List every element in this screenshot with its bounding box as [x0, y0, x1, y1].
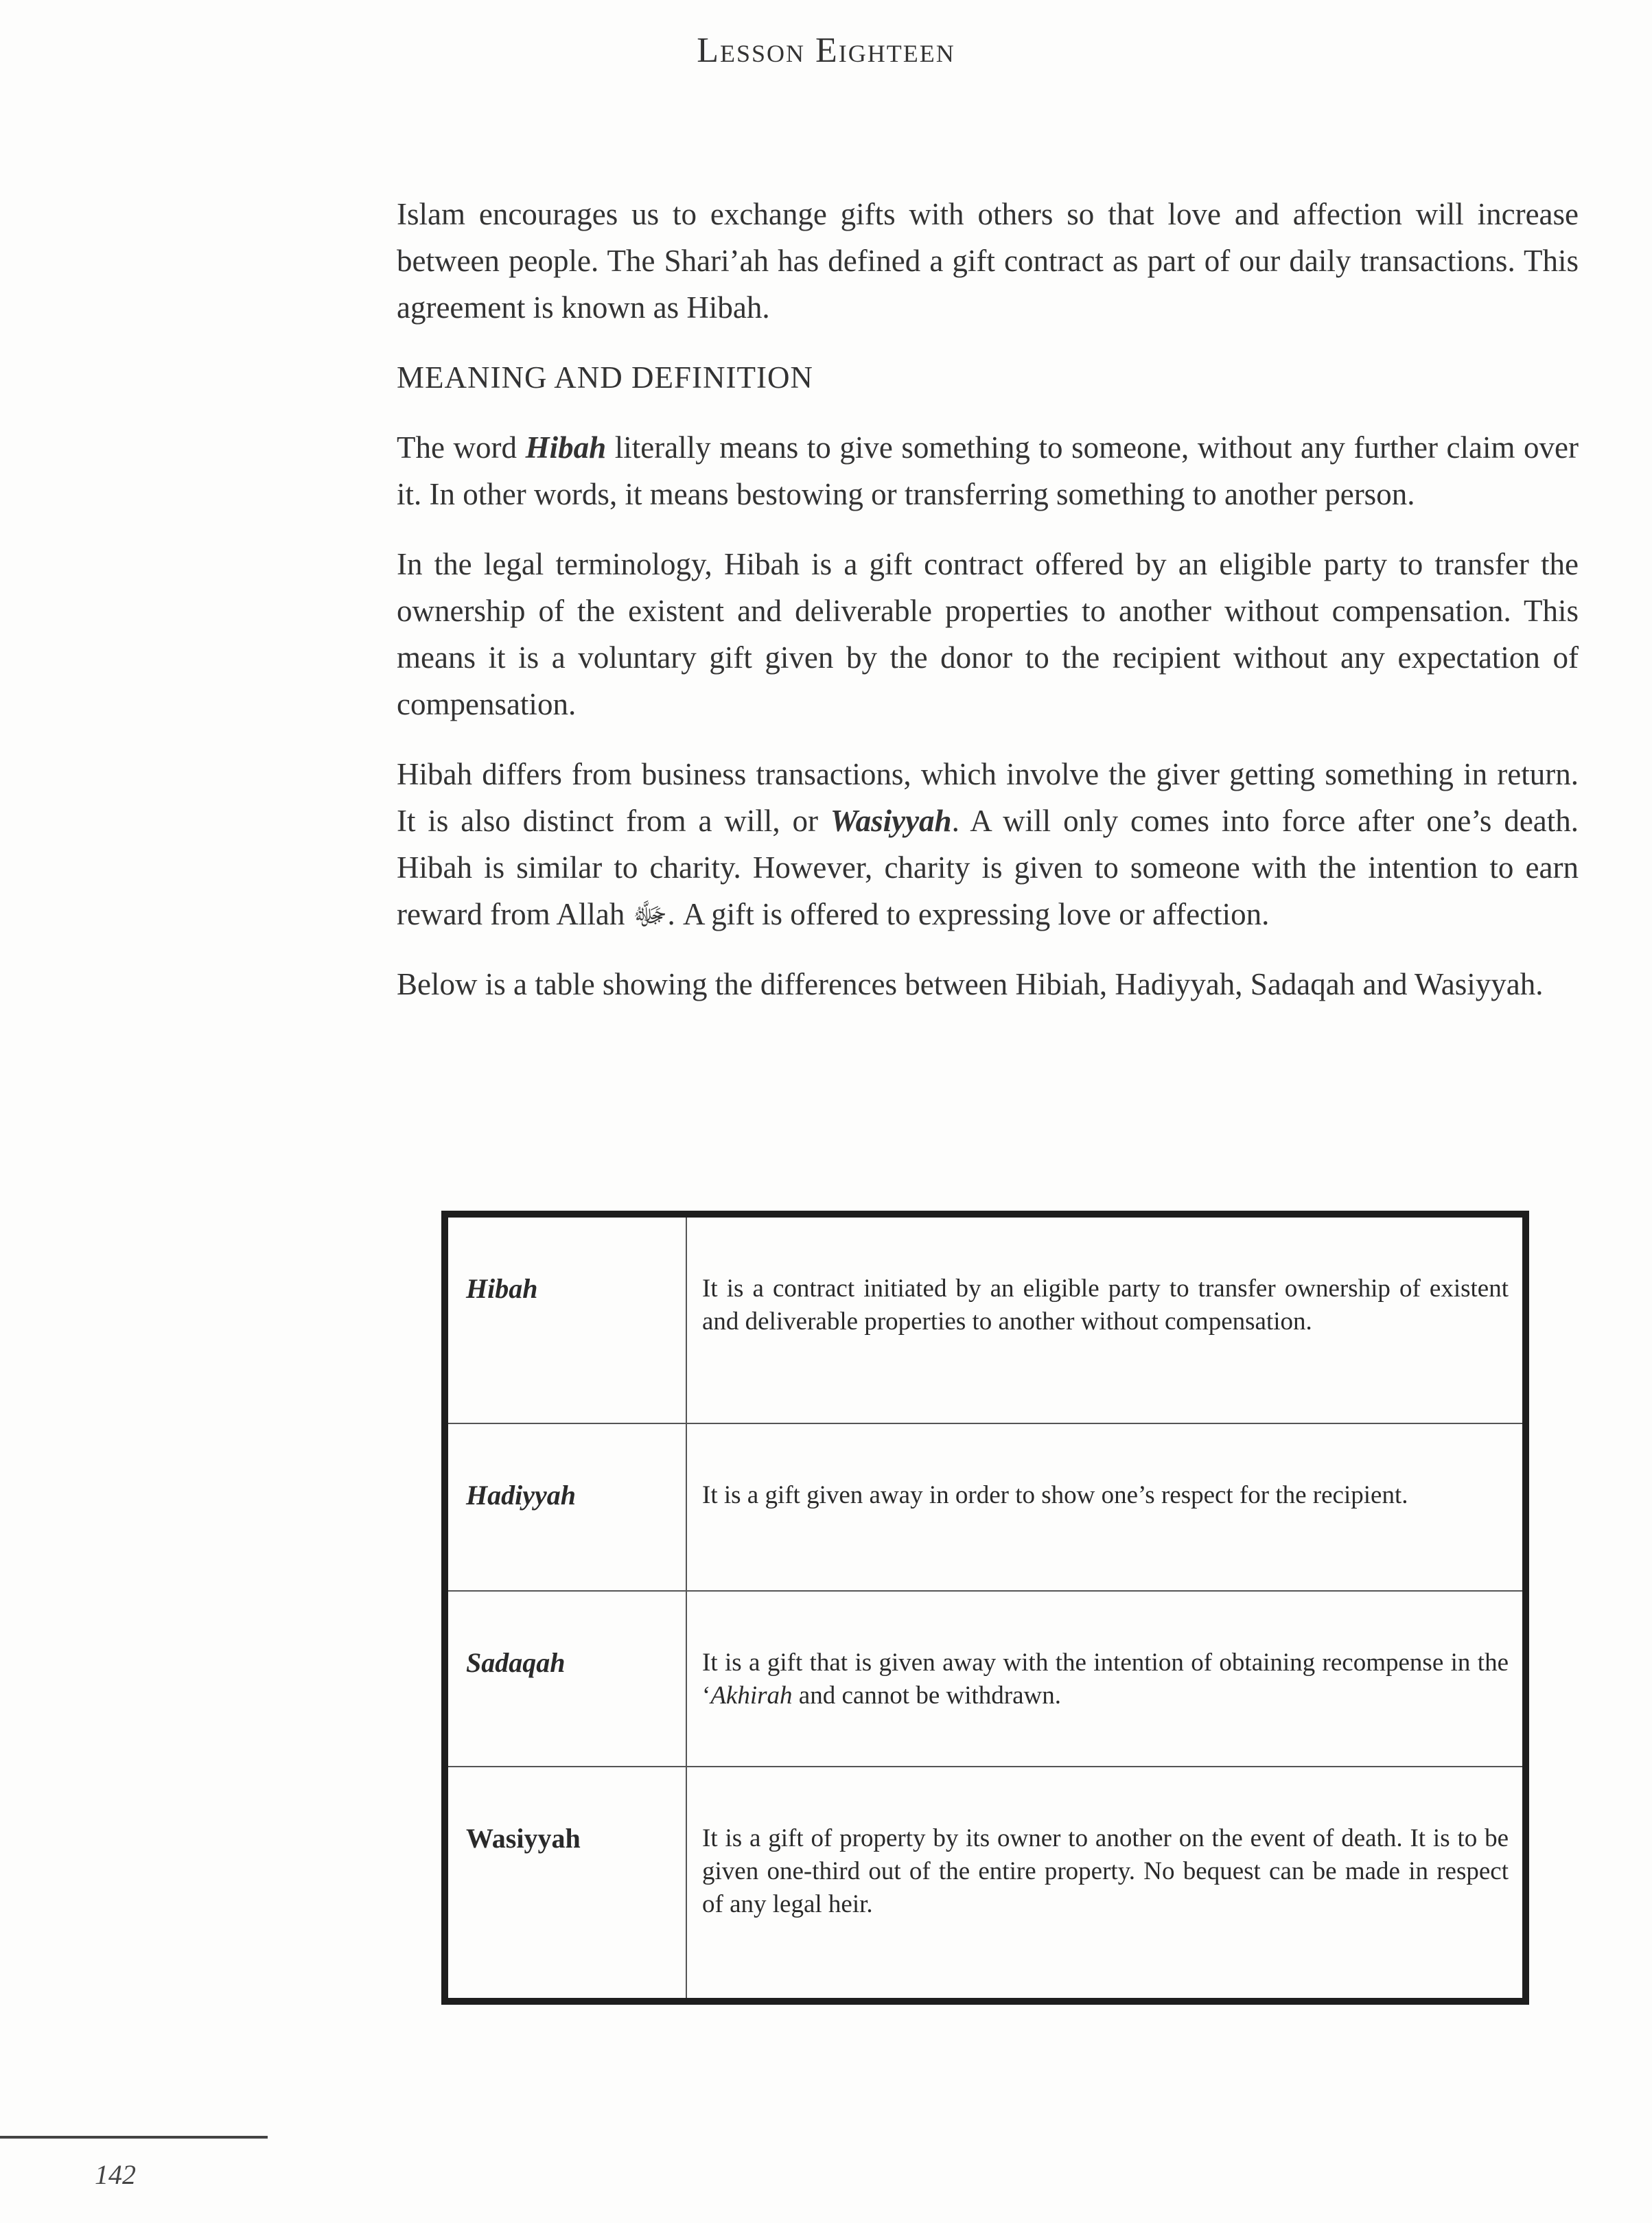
table-intro-paragraph: Below is a table showing the differences between Hibiah, Hadiyyah, Sadaqah and Wasiyyah.	[397, 967, 1544, 1001]
table-row	[448, 1423, 1522, 1591]
row-term: Sadaqah	[448, 1591, 686, 1767]
text-run: and cannot be withdrawn.	[792, 1681, 1061, 1710]
text-run: It is a gift that is given away with the intention of obtaining recompense in the ‘	[702, 1649, 1509, 1710]
term-wasiyyah: Wasiyyah	[830, 804, 952, 838]
body-text	[397, 191, 1579, 1031]
legal-definition-paragraph: In the legal terminology, Hibah is a gift contract offered by an eligible party to transfer the ownership of the existent and deliverable properties to another without compensation. This means it is a voluntary gift given by the donor to the recipient without any expectation of compensation.	[397, 547, 1579, 721]
differences-paragraph	[397, 751, 1579, 938]
hibah-meaning-paragraph	[397, 424, 1579, 517]
row-definition	[686, 1591, 1522, 1767]
text-run: Hibah differs from business transactions, which involve the giver getting something in return. It is also distinct from a will, or	[397, 757, 1579, 838]
row-definition: It is a gift of property by its owner to another on the event of death. It is to be given one-third out of the entire property. No bequest can be made in respect of any legal heir.	[686, 1767, 1522, 1998]
comparison-table	[448, 1218, 1522, 1998]
row-term: Wasiyyah	[448, 1767, 686, 1998]
text-run: . A will only comes into force after one’s death. Hibah is similar to charity. However, charity is given to someone with the intention to earn reward from Allah ﷻ. A gift is offered to expressing love or affection.	[397, 804, 1579, 931]
row-definition: It is a gift given away in order to show one’s respect for the recipient.	[686, 1423, 1522, 1591]
row-term: Hadiyyah	[448, 1423, 686, 1591]
intro-paragraph: Islam encourages us to exchange gifts with others so that love and affection will increase between people. The Shari’ah has defined a gift contract as part of our daily transactions. This agreement is known as Hibah.	[397, 197, 1579, 325]
text-run: The word	[397, 430, 526, 465]
running-header: Lesson Eighteen	[697, 31, 955, 70]
term-hibah: Hibah	[525, 430, 607, 465]
table-row	[448, 1591, 1522, 1767]
row-term: Hibah	[448, 1218, 686, 1423]
table-row	[448, 1218, 1522, 1423]
footer-rule	[0, 2136, 268, 2139]
text-run: literally means to give something to someone, without any further claim over it. In other words, it means bestowing or transferring something to another person.	[397, 430, 1579, 511]
section-heading: MEANING AND DEFINITION	[397, 360, 813, 395]
table-row	[448, 1767, 1522, 1998]
row-definition: It is a contract initiated by an eligible party to transfer ownership of existent and deliverable properties to another without compensation.	[702, 1275, 1509, 1336]
page-number: 142	[95, 2159, 136, 2190]
comparison-table-frame	[441, 1211, 1529, 2005]
term-akhirah: Akhirah	[710, 1681, 793, 1710]
